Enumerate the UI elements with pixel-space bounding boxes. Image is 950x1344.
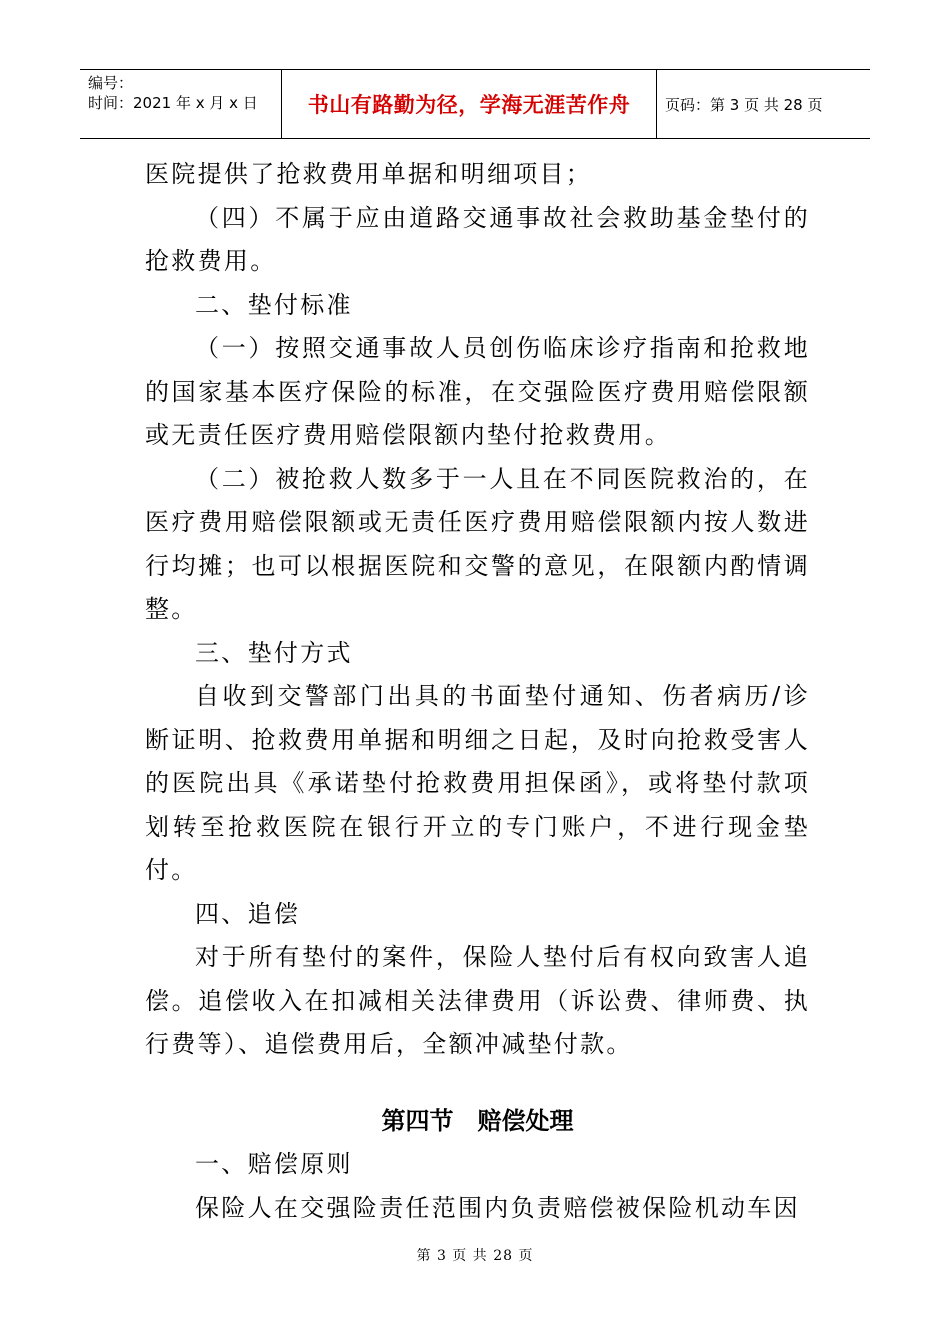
header-motto: 书山有路勤为径，学海无涯苦作舟 bbox=[307, 93, 631, 117]
header-page-info-cell bbox=[657, 70, 870, 138]
header-page-info: 页码：第 3 页 共 28 页 bbox=[665, 95, 823, 114]
paragraph-recovery: 对于所有垫付的案件，保险人垫付后有权向致害人追偿。追偿收入在扣减相关法律费用（诉讼费、律师费、执行费等）、追偿费用后，全额冲减垫付款。 bbox=[145, 943, 810, 1058]
subheading-advance-standard: 二、垫付标准 bbox=[195, 290, 353, 319]
section-heading-row bbox=[145, 1100, 810, 1144]
page-header bbox=[80, 69, 870, 139]
document-time-label: 时间：2021 年 x 月 x 日 bbox=[88, 94, 258, 112]
footer-page-number: 第 3 页 共 28 页 bbox=[416, 1248, 534, 1264]
paragraph-standard-two: （二）被抢救人数多于一人且在不同医院救治的，在医疗费用赔偿限额或无责任医疗费用赔偿限额内按人数进行均摊；也可以根据医院和交警的意见，在限额内酌情调整。 bbox=[145, 464, 810, 623]
paragraph-item-four: （四）不属于应由道路交通事故社会救助基金垫付的抢救费用。 bbox=[145, 203, 810, 275]
page-footer bbox=[0, 1245, 950, 1265]
paragraph-advance-method: 自收到交警部门出具的书面垫付通知、伤者病历/诊断证明、抢救费用单据和明细之日起，及时向抢救受害人的医院出具《承诺垫付抢救费用担保函》，或将垫付款项划转至抢救医院在银行开立的专门账户，不进行现金垫付。 bbox=[145, 682, 810, 884]
header-motto-cell bbox=[282, 70, 657, 138]
paragraph-compensation-principle: 保险人在交强险责任范围内负责赔偿被保险机动车因 bbox=[195, 1193, 800, 1222]
header-meta bbox=[80, 70, 282, 138]
paragraph-continuation: 医院提供了抢救费用单据和明细项目； bbox=[145, 160, 593, 188]
subheading-advance-method: 三、垫付方式 bbox=[195, 638, 353, 667]
subheading-recovery: 四、追偿 bbox=[195, 899, 301, 928]
document-number-label: 编号： bbox=[88, 74, 134, 92]
paragraph-standard-one: （一）按照交通事故人员创伤临床诊疗指南和抢救地的国家基本医疗保险的标准，在交强险医疗费用赔偿限额或无责任医疗费用赔偿限额内垫付抢救费用。 bbox=[145, 334, 810, 449]
subheading-compensation-principle: 一、赔偿原则 bbox=[195, 1150, 353, 1178]
document-body bbox=[145, 153, 810, 1230]
section-title: 第四节 赔偿处理 bbox=[381, 1106, 574, 1135]
